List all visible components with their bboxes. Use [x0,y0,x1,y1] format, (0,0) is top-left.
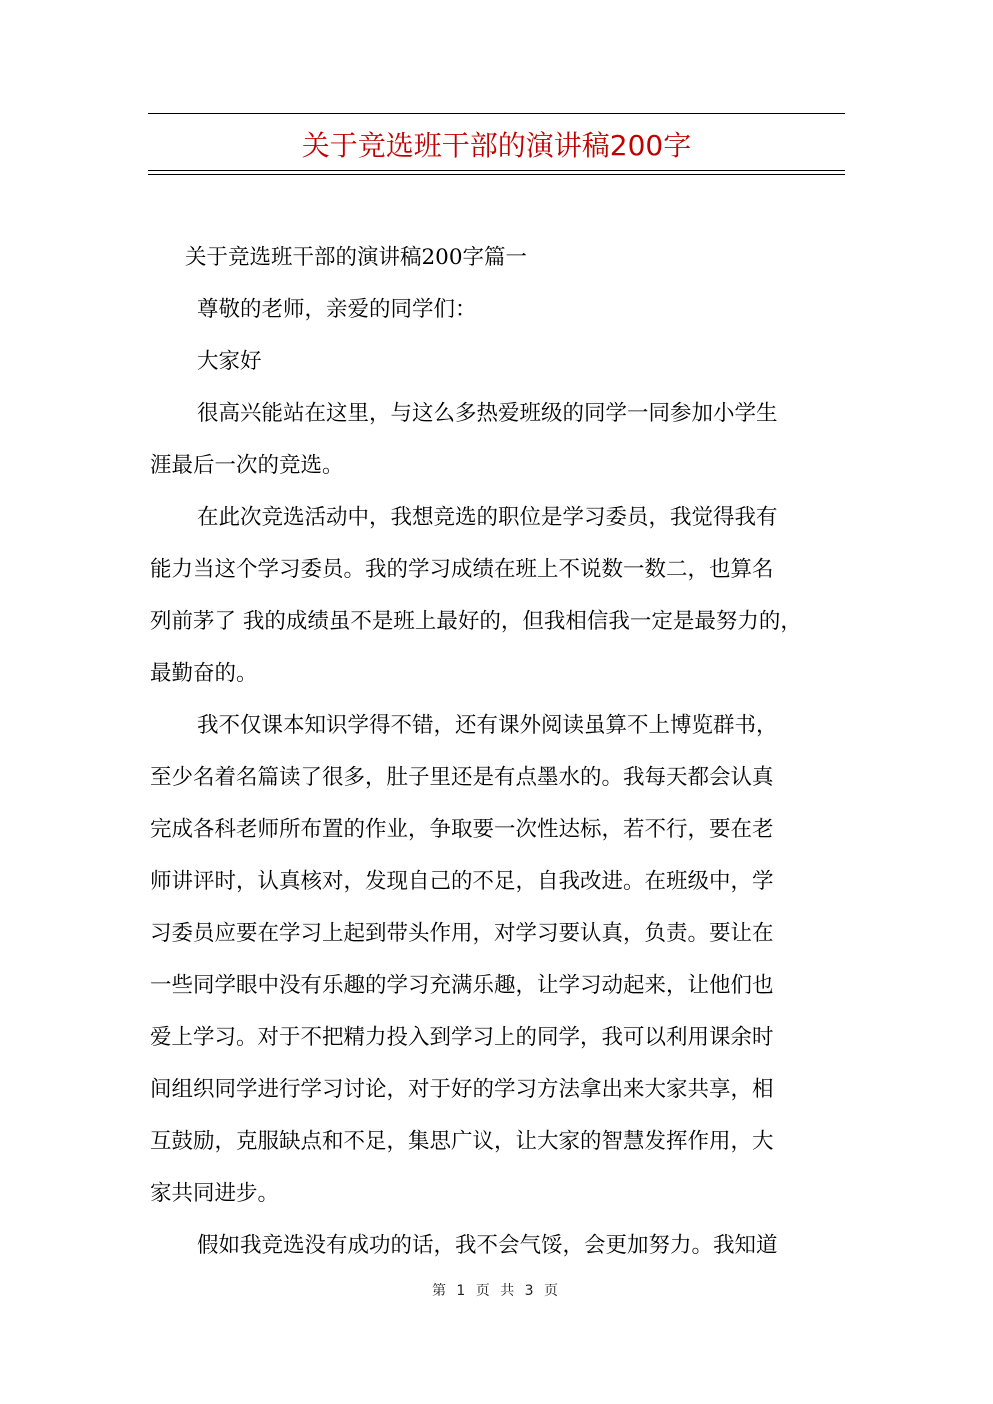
paragraph-line: 爱上学习。对于不把精力投入到学习上的同学，我可以利用课余时 [150,1025,774,1050]
paragraph-line: 大家好 [197,349,262,374]
paragraph-line: 涯最后一次的竞选。 [150,453,344,478]
section-heading: 关于竞选班干部的演讲稿200字篇一 [185,245,528,270]
paragraph-line: 能力当这个学习委员。我的学习成绩在班上不说数一数二，也算名 [150,557,774,582]
paragraph-line: 一些同学眼中没有乐趣的学习充满乐趣，让学习动起来，让他们也 [150,973,774,998]
paragraph-line: 家共同进步。 [150,1181,280,1206]
document-body [150,232,850,1272]
title-rule-bottom [148,170,845,171]
paragraph-line: 至少名着名篇读了很多，肚子里还是有点墨水的。我每天都会认真 [150,765,774,790]
paragraph-line: 师讲评时，认真核对，发现自己的不足，自我改进。在班级中，学 [150,869,774,894]
title-rule-bottom-second [148,174,845,175]
paragraph-line: 完成各科老师所布置的作业，争取要一次性达标，若不行，要在老 [150,817,774,842]
paragraph-line: 在此次竞选活动中，我想竞选的职位是学习委员，我觉得我有 [197,505,778,530]
paragraph-line: 很高兴能站在这里，与这么多热爱班级的同学一同参加小学生 [197,401,778,426]
page-number-footer: 第 1 页 共 3 页 [431,1283,562,1299]
paragraph-line: 间组织同学进行学习讨论，对于好的学习方法拿出来大家共享，相 [150,1077,774,1102]
paragraph-line: 最勤奋的。 [150,661,258,686]
title-rule-top [148,113,845,114]
paragraph-line: 我不仅课本知识学得不错，还有课外阅读虽算不上博览群书， [197,713,778,738]
document-title: 关于竞选班干部的演讲稿200字 [301,129,692,162]
paragraph-line: 假如我竞选没有成功的话，我不会气馁，会更加努力。我知道 [197,1233,778,1258]
paragraph-line: 互鼓励，克服缺点和不足，集思广议，让大家的智慧发挥作用，大 [150,1129,774,1154]
paragraph-line: 列前茅了 我的成绩虽不是班上最好的，但我相信我一定是最努力的， [150,609,802,634]
paragraph-line: 尊敬的老师，亲爱的同学们： [197,297,477,322]
paragraph-line: 习委员应要在学习上起到带头作用，对学习要认真，负责。要让在 [150,921,774,946]
